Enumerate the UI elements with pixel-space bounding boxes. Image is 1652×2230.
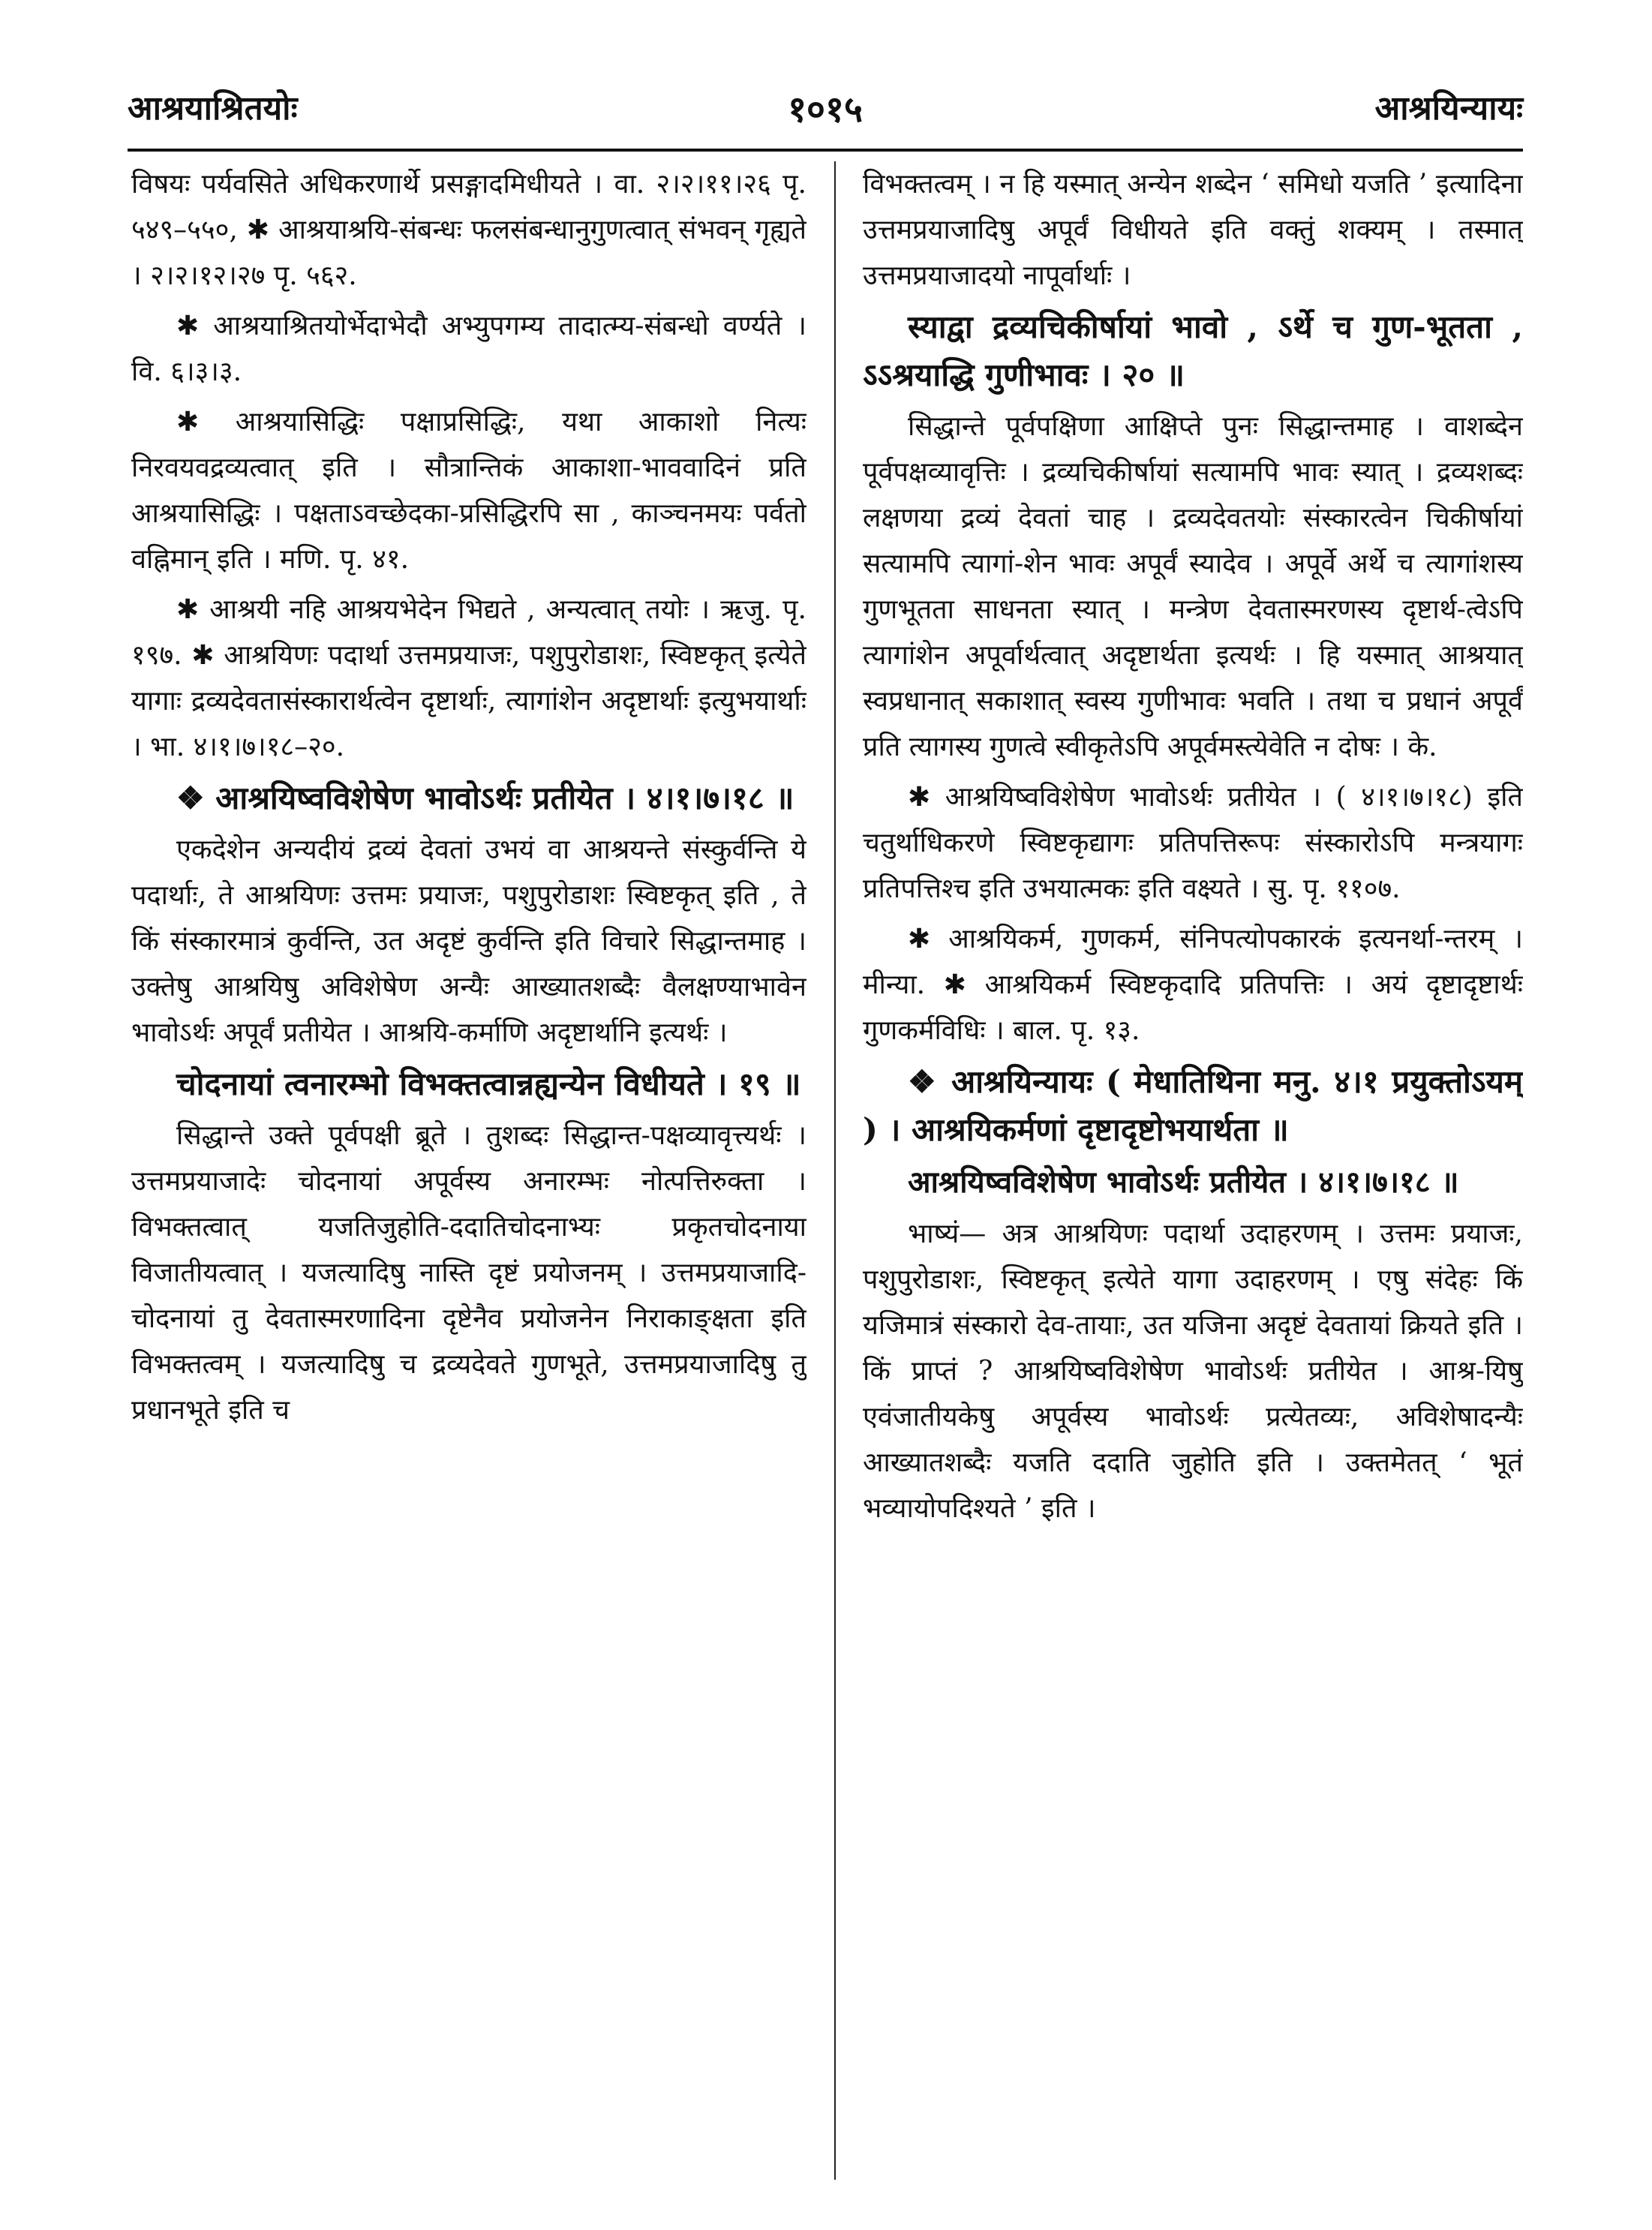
paragraph: ✱ आश्रयासिद्धिः पक्षाप्रसिद्धिः, यथा आकाशो नित्यः निरवयवद्रव्यत्वात् इति । सौत्रान्तिकं आकाशा-भाववादिनं प्रति आश्रयासिद्धिः । पक्षताऽवच्छेदका-प्रसिद्धिरपि सा , काञ्चनमयः पर्वतो वह्निमान् इति । मणि. पृ. ४१. [131, 407, 806, 575]
paragraph: सिद्धान्ते उक्ते पूर्वपक्षी ब्रूते । तुशब्दः सिद्धान्त-पक्षव्यावृत्त्यर्थः । उत्तमप्रयाजादेः चोदनायां अपूर्वस्य अनारम्भः नोत्पत्तिरुक्ता । विभक्तत्वात् यजतिजुहोति-ददातिचोदनाभ्यः प्रकृतचोदनाया विजातीयत्वात् । यजत्यादिषु नास्ति दृष्टं प्रयोजनम् । उत्तमप्रयाजादि-चोदनायां तु देवतास्मरणादिना दृष्टेनैव प्रयोजनेन निराकाङ्क्षता इति विभक्तत्वम् । यजत्यादिषु च द्रव्यदेवते गुणभूते, उत्तमप्रयाजादिषु तु प्रधानभूते इति च [131, 1120, 806, 1426]
running-header [128, 84, 1523, 137]
paragraph: ✱ आश्रयिष्वविशेषेण भावोऽर्थः प्रतीयेत । ( ४।१।७।१८) इति चतुर्थाधिकरणे स्विष्टकृद्यागः प्रतिपत्तिरूपः संस्कारोऽपि मन्त्रयागः प्रतिपत्तिश्च इति उभयात्मकः इति वक्ष्यते । सु. पृ. ११०७. [863, 782, 1523, 904]
header-right-title: आश्रयिन्यायः [1374, 89, 1523, 128]
header-left-title: आश्रयाश्रितयोः [128, 89, 298, 128]
left-column [131, 161, 806, 2187]
sutra-heading: चोदनायां त्वनारम्भो विभक्तत्वान्नह्यन्येन विधीयते । १९ ॥ [176, 1065, 801, 1102]
paragraph: ✱ आश्रयाश्रितयोर्भेदाभेदौ अभ्युपगम्य तादात्म्य-संबन्धो वर्ण्यते । वि. ६।३।३. [131, 311, 806, 387]
sutra-heading: आश्रयिष्वविशेषेण भावोऽर्थः प्रतीयेत । ४।१।७।१८ ॥ [908, 1165, 1459, 1200]
paragraph: ✱ आश्रयिकर्म, गुणकर्म, संनिपत्योपकारकं इत्यनर्था-न्तरम् । मीन्या. ✱ आश्रयिकर्म स्विष्टकृदादि प्रतिपत्तिः । अयं दृष्टादृष्टार्थः गुणकर्मविधिः । बाल. पृ. १३. [863, 924, 1523, 1046]
page-number: १०१५ [788, 89, 863, 131]
paragraph: विभक्तत्वम् । न हि यस्मात् अन्येन शब्देन ‘ समिधो यजति ’ इत्यादिना उत्तमप्रयाजादिषु अपूर्वं विधीयते इति वक्तुं शक्यम् । तस्मात् उत्तमप्रयाजादयो नापूर्वार्थाः । [863, 169, 1523, 291]
paragraph: सिद्धान्ते पूर्वपक्षिणा आक्षिप्ते पुनः सिद्धान्तमाह । वाशब्देन पूर्वपक्षव्यावृत्तिः । द्रव्यचिकीर्षायां सत्यामपि भावः स्यात् । द्रव्यशब्दः लक्षणया द्रव्यं देवतां चाह । द्रव्यदेवतयोः संस्कारत्वेन चिकीर्षायां सत्यामपि त्यागां-शेन भावः अपूर्वं स्यादेव । अपूर्वे अर्थे च त्यागांशस्य गुणभूतता साधनता स्यात् । मन्त्रेण देवतास्मरणस्य दृष्टार्थ-त्वेऽपि त्यागांशेन अपूर्वार्थत्वात् अदृष्टार्थता इत्यर्थः । हि यस्मात् आश्रयात् स्वप्रधानात् सकाशात् स्वस्य गुणीभावः भवति । तथा च प्रधानं अपूर्वं प्रति त्यागस्य गुणत्वे स्वीकृतेऽपि अपूर्वमस्त्येवेति न दोषः । के. [863, 411, 1523, 762]
paragraph: ✱ आश्रयी नहि आश्रयभेदेन भिद्यते , अन्यत्वात् तयोः । ऋजु. पृ. १९७. ✱ आश्रयिणः पदार्था उत्तमप्रयाजः, पशुपुरोडाशः, स्विष्टकृत् इत्येते यागाः द्रव्यदेवतासंस्कारार्थत्वेन दृष्टार्थाः, त्यागांशेन अदृष्टार्थाः इत्युभयार्थाः । भा. ४।१।७।१८–२०. [131, 594, 806, 762]
header-rule [128, 149, 1523, 152]
column-divider [834, 161, 836, 2180]
right-column [863, 161, 1523, 2187]
sutra-heading: स्याद्वा द्रव्यचिकीर्षायां भावो , ऽर्थे च गुण-भूतता , ऽऽश्रयाद्धि गुणीभावः । २० ॥ [863, 308, 1523, 393]
paragraph: विषयः पर्यवसिते अधिकरणार्थे प्रसङ्गादमिधीयते । वा. २।२।११।२६ पृ. ५४९–५५०, ✱ आश्रयाश्रयि-संबन्धः फलसंबन्धानुगुणत्वात् संभवन् गृह्यते । २।२।१२।२७ पृ. ५६२. [131, 169, 806, 291]
sutra-heading: ❖ आश्रयिष्वविशेषेण भावोऽर्थः प्रतीयेत । ४।१।७।१८ ॥ [176, 780, 794, 816]
paragraph: भाष्यं— अत्र आश्रयिणः पदार्था उदाहरणम् । उत्तमः प्रयाजः, पशुपुरोडाशः, स्विष्टकृत् इत्येते यागा उदाहरणम् । एषु संदेहः किं यजिमात्रं संस्कारो देव-तायाः, उत यजिना अदृष्टं देवतायां क्रियते इति । किं प्राप्तं ? आश्रयिष्वविशेषेण भावोऽर्थः प्रतीयेत । आश्र-यिषु एवंजातीयकेषु अपूर्वस्य भावोऽर्थः प्रत्येतव्यः, अविशेषादन्यैः आख्यातशब्दैः यजति ददाति जुहोति इति । उक्तमेतत् ‘ भूतं भव्यायोपदिश्यते ’ इति । [863, 1219, 1523, 1524]
sutra-heading: ❖ आश्रयिन्यायः ( मेधातिथिना मनु. ४।१ प्रयुक्तोऽयम् ) । आश्रयिकर्मणां दृष्टादृष्टोभयार्थता ॥ [863, 1063, 1523, 1148]
paragraph: एकदेशेन अन्यदीयं द्रव्यं देवतां उभयं वा आश्रयन्ते संस्कुर्वन्ति ये पदार्थाः, ते आश्रयिणः उत्तमः प्रयाजः, पशुपुरोडाशः स्विष्टकृत् इति , ते किं संस्कारमात्रं कुर्वन्ति, उत अदृष्टं कुर्वन्ति इति विचारे सिद्धान्तमाह । उक्तेषु आश्रयिषु अविशेषेण अन्यैः आख्यातशब्दैः वैलक्षण्याभावेन भावोऽर्थः अपूर्वं प्रतीयेत । आश्रयि-कर्माणि अदृष्टार्थानि इत्यर्थः । [131, 834, 806, 1048]
